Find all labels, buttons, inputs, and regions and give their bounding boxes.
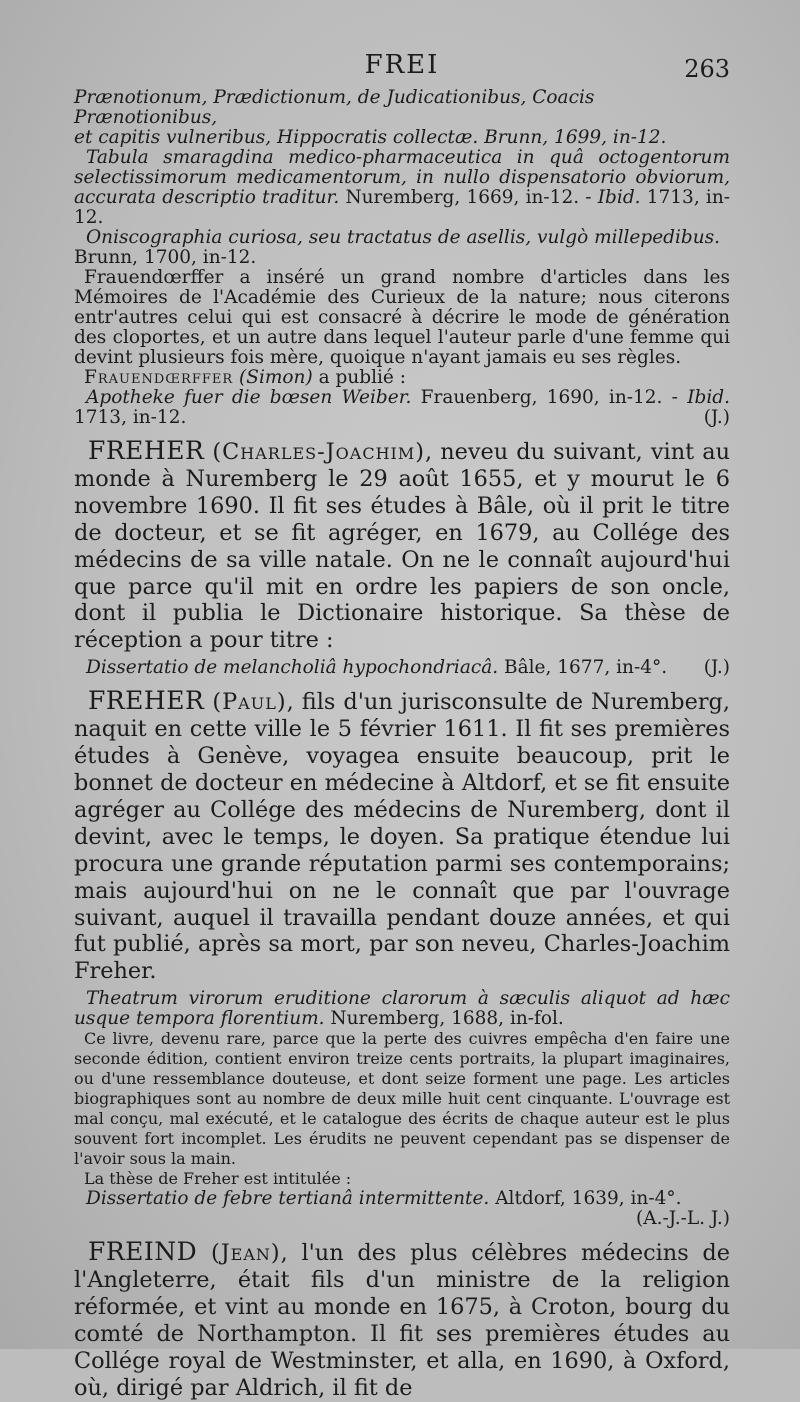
contributor-signature: (J.): [703, 407, 730, 428]
page-number: 263: [684, 55, 730, 83]
work-title: Oniscographia curiosa, seu tractatus de asellis, vulgò millepedibus.: [86, 227, 721, 248]
article-firstname: (Paul): [212, 689, 287, 716]
contributor-signature: (J.): [703, 657, 730, 679]
article-firstname: (Jean): [210, 1240, 281, 1267]
article-headword: FREIND: [88, 1237, 198, 1267]
thesis-imprint: Bâle, 1677, in-4°.: [504, 657, 668, 679]
thesis-melancholia: [74, 658, 730, 678]
running-head: [74, 0, 730, 88]
article-freher-paul: [74, 688, 730, 985]
ibid-imprint: 1713, in-12.: [74, 407, 187, 428]
work-imprint: Nuremberg, 1669, in-12. -: [345, 187, 592, 208]
note-theatrum: Ce livre, devenu rare, parce que la perte des cuivres empêcha d'en faire une seconde édition, contient environ treize cents portraits, la plupart imaginaires, ou d'une ressemblance douteuse, et dont seize forment une page. Les articles biographiques sont au nombre de deux mille huit cent cinquante. L'ouvrage est mal conçu, mal exécuté, et le catalogue des écrits de chaque auteur est le plus souvent fort incomplet. Les érudits ne peuvent cependant pas se dispenser de l'avoir sous la main.: [74, 1029, 730, 1169]
ibid-imprint: 1713, in-12.: [74, 187, 730, 228]
thesis-imprint: Altdorf, 1639, in-4°.: [495, 1188, 682, 1210]
work-imprint: Brunn, 1700, in-12.: [74, 247, 257, 268]
continued-title-line-2: et capitis vulneribus, Hippocratis collectæ. Brunn, 1699, in-12.: [74, 127, 667, 148]
work-imprint: Nuremberg, 1688, in-fol.: [330, 1008, 564, 1030]
author-simon-frauendoerffer: [74, 368, 730, 388]
author-verb: a publié :: [318, 367, 406, 388]
author-name: Frauendœrffer: [84, 367, 234, 388]
work-oniscographia: [74, 228, 730, 268]
thesis-title: Dissertatio de melancholiâ hypochondriacâ.: [86, 657, 499, 679]
article-freher-charles-joachim: [74, 438, 730, 654]
article-headword: FREHER: [88, 686, 205, 716]
article-body: , neveu du suivant, vint au monde à Nuremberg le 29 août 1655, et y mourut le 6 novembre 1690. Il fit ses études à Bâle, où il prit le titre de docteur, et se fit agréger, en 1679, au Collége des médecins de sa ville natale. On ne le connaît aujourd'hui que parce qu'il mit en ordre les papiers de son oncle, dont il publia le Dictionaire historique. Sa thèse de réception a pour titre :: [74, 439, 730, 654]
contributor-signature: (A.-J.-L. J.): [636, 1208, 730, 1230]
work-tabula-smaragdina: [74, 148, 730, 228]
work-theatrum-virorum: [74, 989, 730, 1029]
ibid-label: Ibid.: [687, 387, 730, 408]
ibid-label: Ibid.: [597, 187, 641, 208]
work-imprint: Frauenberg, 1690, in-12. -: [420, 387, 678, 408]
thesis-intro: La thèse de Freher est intitulée :: [84, 1169, 352, 1189]
note-frauendoerffer: Frauendœrffer a inséré un grand nombre d'articles dans les Mémoires de l'Académie des Curieux de la nature; nous citerons entr'autres celui qui est consacré à décrire le mode de génération des cloportes, et un autre dans lequel l'auteur parle d'une femme qui devint plusieurs fois mère, quoique n'ayant jamais eu ses règles.: [74, 267, 730, 368]
article-firstname: (Charles-Joachim): [212, 439, 425, 465]
work-apotheke: [74, 388, 730, 428]
thesis-febre-tertiana: [74, 1189, 730, 1209]
continued-title-line-1: Prænotionum, Prædictionum, de Judicationibus, Coacis Prænotionibus,: [74, 87, 595, 128]
article-body: , fils d'un jurisconsulte de Nuremberg, naquit en cette ville le 5 février 1611. Il fit ses premières études à Genève, voyagea ensuite beaucoup, prit le bonnet de docteur en médecine à Altdorf, et se fit ensuite agréger au Collége des médecins de Nuremberg, dont il devint, avec le temps, le doyen. Sa pratique étendue lui procura une grande réputation parmi ses contemporains; mais aujourd'hui on ne le connaît que par l'ouvrage suivant, auquel il travailla pendant douze années, et qui fut publié, après sa mort, par son neveu, Charles-Joachim Freher.: [74, 689, 730, 985]
running-title: FREI: [364, 50, 440, 80]
work-title: Tabula smaragdina medico-pharmaceutica in quâ octogentorum selectissimorum medicamentorum, in nullo dispensatorio obviorum, accurata descriptio traditur.: [74, 147, 730, 208]
work-title: Theatrum virorum eruditione clarorum à sæculis aliquot ad hæc usque tempora florentium.: [74, 988, 730, 1030]
thesis-title: Dissertatio de febre tertianâ intermittente.: [86, 1188, 490, 1210]
author-firstname: (Simon): [239, 367, 313, 388]
work-title: Apotheke fuer die bœsen Weiber.: [86, 387, 412, 408]
article-freind-jean: [74, 1239, 730, 1401]
article-body: , l'un des plus célèbres médecins de l'Angleterre, était fils d'un ministre de la religion réformée, et vint au monde en 1675, à Croton, bourg du comté de Northampton. Il fit ses premières études au Collége royal de Westminster, et alla, en 1690, à Oxford, où, dirigé par Aldrich, il fit de: [74, 1240, 730, 1401]
article-headword: FREHER: [88, 436, 205, 465]
